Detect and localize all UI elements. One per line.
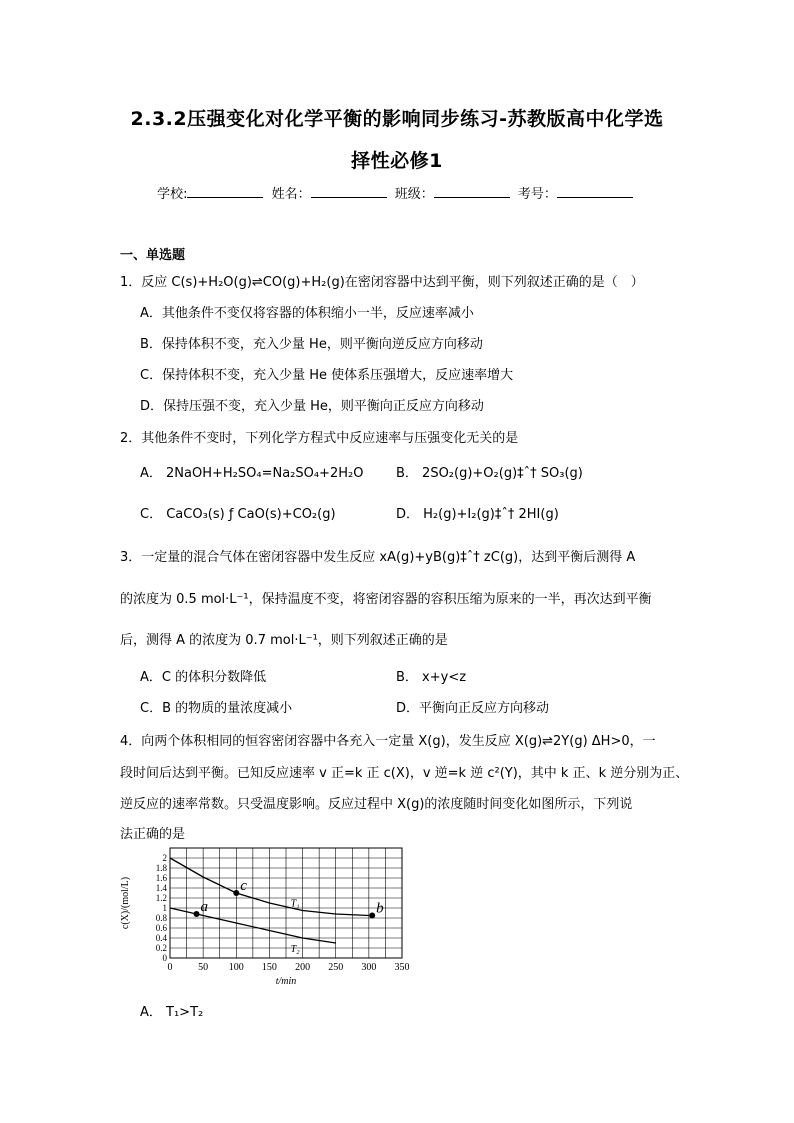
x-tick-label: 50: [198, 962, 209, 973]
page-title-line1: 2.3.2压强变化对化学平衡的影响同步练习-苏教版高中化学选: [130, 108, 664, 130]
q4-line4: 法正确的是: [120, 827, 186, 842]
y-tick-label: 1.8: [155, 863, 167, 873]
data-point-c: [233, 890, 239, 896]
y-tick-label: 0.6: [155, 923, 167, 933]
y-tick-label: 1.2: [155, 893, 167, 903]
q3-line3: 后，测得 A 的浓度为 0.7 mol·L⁻¹，则下列叙述正确的是: [120, 633, 448, 648]
point-label-a: a: [200, 899, 209, 915]
q1-option-d: D．保持压强不变，充入少量 He，则平衡向正反应方向移动: [140, 399, 484, 414]
q3-option-b: B． x+y<z: [396, 670, 467, 685]
y-tick-label: 1.4: [155, 883, 167, 893]
q3-option-a: A．C 的体积分数降低: [140, 670, 267, 685]
q2-option-b: B． 2SO₂(g)+O₂(g)‡ˆ† SO₃(g): [396, 466, 583, 481]
x-tick-label: 350: [394, 962, 410, 973]
q3-option-c: C．B 的物质的量浓度减小: [140, 701, 293, 716]
q2-option-c: C． CaCO₃(s) ƒ CaO(s)+CO₂(g): [140, 507, 336, 522]
x-tick-label: 150: [261, 962, 277, 973]
point-label-c: c: [240, 878, 247, 894]
series-label-2: T₂: [290, 944, 300, 955]
x-tick-label: 200: [295, 962, 311, 973]
y-tick-label: 0.2: [155, 943, 167, 953]
y-tick-label: 0: [162, 953, 167, 963]
exam-no-label: 考号：: [517, 187, 557, 202]
x-axis-label: t/min: [275, 976, 297, 987]
school-field[interactable]: [187, 185, 263, 198]
q4-line2: 段时间后达到平衡。已知反应速率 v 正=k 正 c(X)，v 逆=k 逆 c²(Y)，其中 k 正、k 逆分别为正、: [120, 766, 689, 781]
series-label-1: T₁: [290, 898, 300, 910]
q1-stem: 1．反应 C(s)+H₂O(g)⇌CO(g)+H₂(g)在密闭容器中达到平衡，则下列叙述正确的是（ ）: [120, 275, 644, 290]
q1-option-a: A．其他条件不变仅将容器的体积缩小一半，反应速率减小: [140, 306, 474, 321]
y-tick-label: 2: [162, 853, 167, 863]
name-field[interactable]: [311, 185, 387, 198]
school-label: 学校:: [157, 187, 188, 202]
section-heading: 一、单选题: [120, 248, 186, 263]
data-point-b: [369, 913, 375, 919]
q1-option-c: C．保持体积不变，充入少量 He 使体系压强增大，反应速率增大: [140, 368, 514, 383]
y-tick-label: 1: [162, 903, 167, 913]
q3-line1: 3．一定量的混合气体在密闭容器中发生反应 xA(g)+yB(g)‡ˆ† zC(g)，达到平衡后测得 A: [120, 550, 636, 565]
q4-line1: 4．向两个体积相同的恒容密闭容器中各充入一定量 X(g)，发生反应 X(g)⇌2Y(g) ΔH>0，一: [120, 734, 656, 749]
q3-option-d: D．平衡向正反应方向移动: [396, 701, 550, 716]
concentration-time-chart: [116, 842, 416, 988]
data-point-a: [194, 911, 200, 917]
name-label: 姓名：: [271, 187, 311, 202]
q4-option-a: A． T₁>T₂: [140, 1005, 204, 1020]
q2-stem: 2．其他条件不变时，下列化学方程式中反应速率与压强变化无关的是: [120, 431, 519, 446]
q2-option-d: D． H₂(g)+I₂(g)‡ˆ† 2HI(g): [396, 507, 559, 522]
exam-no-field[interactable]: [557, 185, 633, 198]
x-tick-label: 100: [228, 962, 244, 973]
class-field[interactable]: [434, 185, 510, 198]
y-tick-label: 1.6: [155, 873, 167, 883]
x-tick-label: 300: [361, 962, 377, 973]
q3-line2: 的浓度为 0.5 mol·L⁻¹，保持温度不变，将密闭容器的容积压缩为原来的一半，再次达到平衡: [120, 592, 652, 607]
class-label: 班级：: [394, 187, 434, 202]
q2-option-a: A． 2NaOH+H₂SO₄=Na₂SO₄+2H₂O: [140, 466, 364, 481]
page-title-line2: 择性必修1: [351, 150, 443, 172]
x-tick-label: 0: [167, 962, 173, 973]
student-info: [0, 183, 794, 202]
y-tick-label: 0.4: [155, 933, 167, 943]
x-tick-label: 250: [328, 962, 344, 973]
q1-option-b: B．保持体积不变，充入少量 He，则平衡向逆反应方向移动: [140, 337, 483, 352]
point-label-b: b: [376, 900, 384, 917]
y-tick-label: 0.8: [155, 913, 167, 923]
y-axis-label: c(X)/(mol/L): [120, 876, 131, 930]
q4-line3: 逆反应的速率常数。只受温度影响。反应过程中 X(g)的浓度随时间变化如图所示，下列说: [120, 797, 633, 812]
